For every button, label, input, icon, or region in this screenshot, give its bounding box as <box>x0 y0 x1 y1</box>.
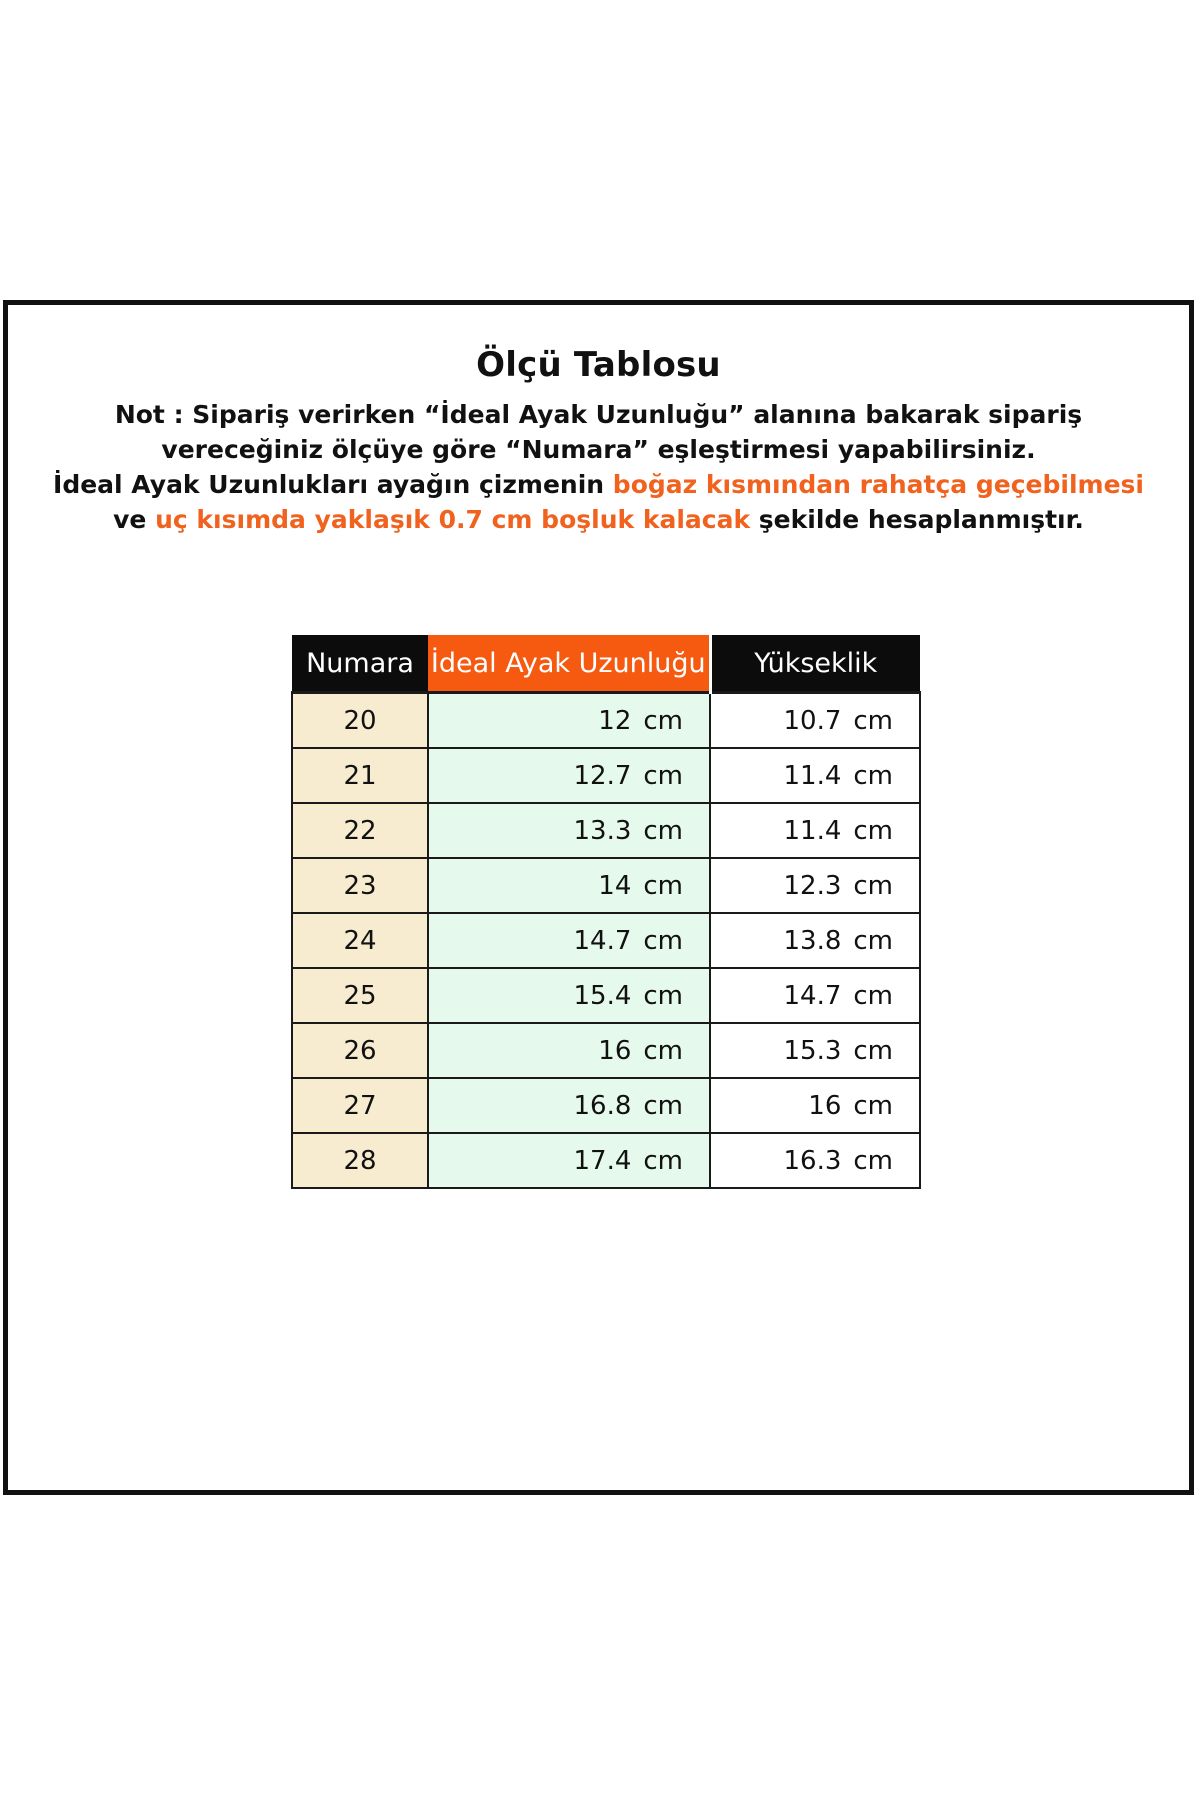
cell-ideal-ayak-uzunlugu <box>428 748 710 803</box>
header-ideal-ayak-uzunlugu: İdeal Ayak Uzunluğu <box>428 635 710 693</box>
ideal-value: 12 <box>598 705 632 736</box>
table-body <box>292 693 920 1189</box>
cell-ideal-ayak-uzunlugu <box>428 913 710 968</box>
ideal-unit: cm <box>643 925 683 956</box>
cell-ideal-ayak-uzunlugu <box>428 803 710 858</box>
note-highlight-1: boğaz kısmından rahatça geçebilmesi <box>612 470 1144 499</box>
ideal-value: 16 <box>598 1035 632 1066</box>
yukseklik-value: 13.8 <box>783 925 842 956</box>
cell-numara: 20 <box>292 693 428 749</box>
note-line-4-prefix: ve <box>113 505 156 534</box>
cell-numara: 26 <box>292 1023 428 1078</box>
cell-numara: 25 <box>292 968 428 1023</box>
ideal-value: 16.8 <box>573 1090 632 1121</box>
yukseklik-unit: cm <box>853 980 893 1011</box>
ideal-unit: cm <box>643 980 683 1011</box>
cell-yukseklik <box>710 693 920 749</box>
cell-numara: 27 <box>292 1078 428 1133</box>
table-row <box>292 693 920 749</box>
cell-numara: 24 <box>292 913 428 968</box>
note-line-4-suffix: şekilde hesaplanmıştır. <box>750 505 1084 534</box>
cell-numara: 23 <box>292 858 428 913</box>
cell-ideal-ayak-uzunlugu <box>428 1023 710 1078</box>
note-line-4 <box>28 502 1169 537</box>
cell-numara: 21 <box>292 748 428 803</box>
ideal-value: 17.4 <box>573 1145 632 1176</box>
cell-yukseklik <box>710 803 920 858</box>
table-row <box>292 803 920 858</box>
ideal-value: 12.7 <box>573 760 632 791</box>
cell-ideal-ayak-uzunlugu <box>428 1133 710 1188</box>
yukseklik-value: 15.3 <box>783 1035 842 1066</box>
yukseklik-unit: cm <box>853 1145 893 1176</box>
table-row <box>292 748 920 803</box>
table-row <box>292 858 920 913</box>
ideal-value: 14.7 <box>573 925 632 956</box>
table-header-row <box>292 635 920 693</box>
ideal-unit: cm <box>643 760 683 791</box>
cell-numara: 22 <box>292 803 428 858</box>
size-chart-frame <box>3 300 1194 1495</box>
ideal-unit: cm <box>643 815 683 846</box>
cell-yukseklik <box>710 858 920 913</box>
yukseklik-value: 16 <box>808 1090 842 1121</box>
yukseklik-value: 11.4 <box>783 815 842 846</box>
cell-yukseklik <box>710 968 920 1023</box>
note-highlight-2: uç kısımda yaklaşık 0.7 cm boşluk kalacak <box>155 505 751 534</box>
yukseklik-value: 16.3 <box>783 1145 842 1176</box>
yukseklik-value: 10.7 <box>783 705 842 736</box>
yukseklik-unit: cm <box>853 1090 893 1121</box>
note-line-1: Not : Sipariş verirken “İdeal Ayak Uzunluğu” alanına bakarak sipariş <box>114 400 1083 429</box>
cell-ideal-ayak-uzunlugu <box>428 1078 710 1133</box>
ideal-value: 15.4 <box>573 980 632 1011</box>
yukseklik-value: 11.4 <box>783 760 842 791</box>
ideal-value: 13.3 <box>573 815 632 846</box>
order-note <box>28 397 1169 537</box>
yukseklik-unit: cm <box>853 760 893 791</box>
table-row <box>292 913 920 968</box>
table-row <box>292 1133 920 1188</box>
yukseklik-unit: cm <box>853 705 893 736</box>
table-row <box>292 1023 920 1078</box>
cell-yukseklik <box>710 1023 920 1078</box>
size-table <box>291 635 921 1189</box>
yukseklik-unit: cm <box>853 870 893 901</box>
header-yukseklik: Yükseklik <box>710 635 920 693</box>
note-line-2: vereceğiniz ölçüye göre “Numara” eşleştirmesi yapabilirsiniz. <box>161 435 1036 464</box>
cell-yukseklik <box>710 748 920 803</box>
ideal-unit: cm <box>643 1145 683 1176</box>
cell-yukseklik <box>710 1133 920 1188</box>
ideal-value: 14 <box>598 870 632 901</box>
ideal-unit: cm <box>643 1090 683 1121</box>
yukseklik-value: 12.3 <box>783 870 842 901</box>
header-numara: Numara <box>292 635 428 693</box>
ideal-unit: cm <box>643 1035 683 1066</box>
yukseklik-unit: cm <box>853 1035 893 1066</box>
cell-ideal-ayak-uzunlugu <box>428 858 710 913</box>
page-title: Ölçü Tablosu <box>476 345 721 385</box>
table-row <box>292 968 920 1023</box>
yukseklik-unit: cm <box>853 925 893 956</box>
cell-yukseklik <box>710 913 920 968</box>
table-row <box>292 1078 920 1133</box>
cell-yukseklik <box>710 1078 920 1133</box>
cell-numara: 28 <box>292 1133 428 1188</box>
cell-ideal-ayak-uzunlugu <box>428 693 710 749</box>
note-line-3-text: İdeal Ayak Uzunlukları ayağın çizmenin <box>53 470 613 499</box>
note-line-3 <box>28 467 1169 502</box>
yukseklik-unit: cm <box>853 815 893 846</box>
yukseklik-value: 14.7 <box>783 980 842 1011</box>
ideal-unit: cm <box>643 870 683 901</box>
ideal-unit: cm <box>643 705 683 736</box>
cell-ideal-ayak-uzunlugu <box>428 968 710 1023</box>
